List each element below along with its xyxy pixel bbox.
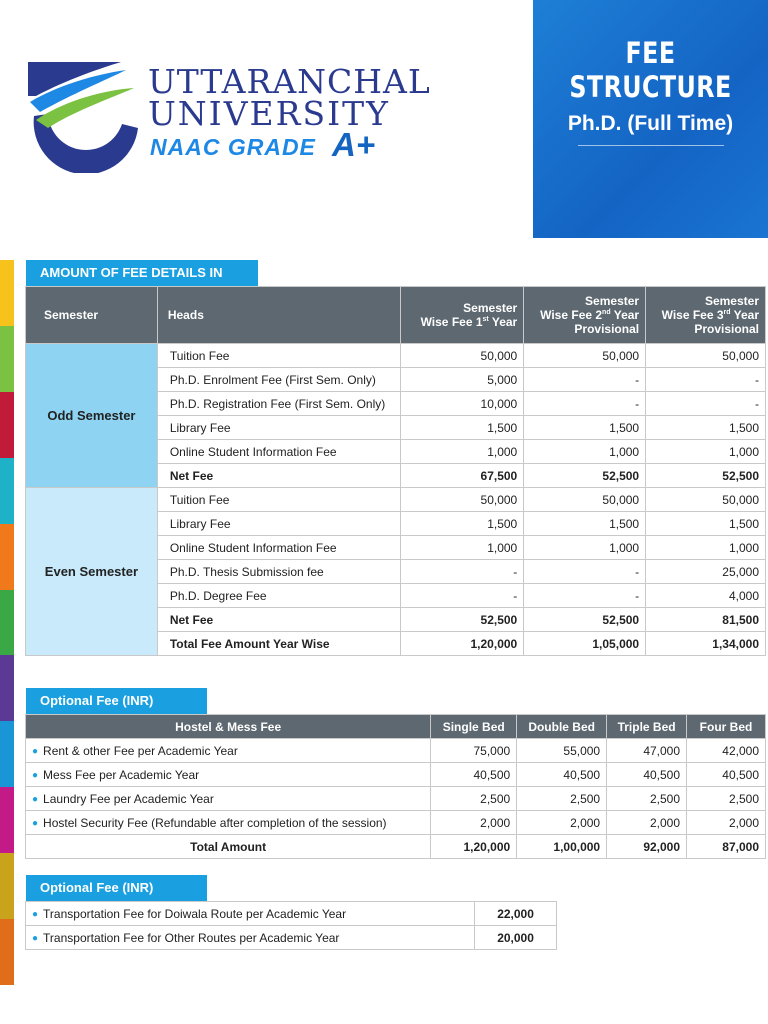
table-row <box>26 811 766 835</box>
fee-amount: - <box>401 560 524 584</box>
table-row <box>26 739 766 763</box>
color-stripe <box>0 260 14 326</box>
fee-amount: 1,500 <box>401 512 524 536</box>
fee-amount: - <box>646 368 766 392</box>
transport-optional-tab: Optional Fee (INR) <box>26 875 207 901</box>
hostel-total-amount: 1,20,000 <box>431 835 517 859</box>
hostel-amount: 40,500 <box>607 763 687 787</box>
odd-semester-label: Odd Semester <box>26 344 158 488</box>
color-stripe <box>0 458 14 524</box>
fee-amount: 1,05,000 <box>524 632 646 656</box>
hostel-fee-item: ● Rent & other Fee per Academic Year <box>26 739 431 763</box>
fee-amount: 52,500 <box>524 608 646 632</box>
fee-amount: 1,500 <box>524 512 646 536</box>
table-row <box>26 488 766 512</box>
fee-amount: - <box>524 392 646 416</box>
fee-amount: 1,000 <box>524 440 646 464</box>
page-subtitle: Ph.D. (Full Time) <box>567 112 734 135</box>
fee-head: Library Fee <box>157 416 401 440</box>
hostel-amount: 2,000 <box>607 811 687 835</box>
hostel-amount: 47,000 <box>607 739 687 763</box>
hostel-amount: 2,000 <box>431 811 517 835</box>
naac-grade-label: NAAC GRADE <box>150 134 316 160</box>
fee-amount: 50,000 <box>401 344 524 368</box>
fee-head: Tuition Fee <box>157 344 401 368</box>
fee-amount: 67,500 <box>401 464 524 488</box>
fee-amount: 50,000 <box>524 344 646 368</box>
hostel-fee-item: ● Hostel Security Fee (Refundable after completion of the session) <box>26 811 431 835</box>
table-row <box>26 902 557 926</box>
fee-amount: 10,000 <box>401 392 524 416</box>
fee-amount: 81,500 <box>646 608 766 632</box>
hostel-fee-item: ● Mess Fee per Academic Year <box>26 763 431 787</box>
color-stripe <box>0 655 14 721</box>
header-semester: Semester <box>26 287 158 344</box>
hostel-amount: 55,000 <box>517 739 607 763</box>
transport-amount: 22,000 <box>475 902 557 926</box>
header-year2: Semester Wise Fee 2nd Year Provisional <box>524 287 646 344</box>
hostel-total-amount: 92,000 <box>607 835 687 859</box>
table-row <box>26 926 557 950</box>
hostel-optional-tab: Optional Fee (INR) <box>26 688 207 714</box>
fee-amount: 52,500 <box>401 608 524 632</box>
hostel-amount: 2,500 <box>607 787 687 811</box>
hostel-fee-item: ● Laundry Fee per Academic Year <box>26 787 431 811</box>
hostel-amount: 2,000 <box>687 811 766 835</box>
hostel-amount: 40,500 <box>431 763 517 787</box>
color-stripe <box>0 787 14 853</box>
fee-amount: 1,000 <box>646 440 766 464</box>
fee-amount: - <box>646 392 766 416</box>
color-stripe <box>0 326 14 392</box>
fee-amount: 52,500 <box>524 464 646 488</box>
color-stripe <box>0 919 14 985</box>
grade-badge: A+ <box>332 126 376 163</box>
fee-amount: 1,34,000 <box>646 632 766 656</box>
fee-amount: 25,000 <box>646 560 766 584</box>
fee-amount: 4,000 <box>646 584 766 608</box>
page-title: FEE STRUCTURE <box>569 36 732 104</box>
table-row <box>26 344 766 368</box>
hostel-amount: 75,000 <box>431 739 517 763</box>
hostel-total-amount: 87,000 <box>687 835 766 859</box>
university-logo <box>26 58 431 173</box>
fee-amount: 5,000 <box>401 368 524 392</box>
header-year3: Semester Wise Fee 3rd Year Provisional <box>646 287 766 344</box>
fee-head: Ph.D. Registration Fee (First Sem. Only) <box>157 392 401 416</box>
fee-details-tab: AMOUNT OF FEE DETAILS IN <box>26 260 258 286</box>
fee-amount: 1,20,000 <box>401 632 524 656</box>
title-panel <box>533 0 768 238</box>
fee-amount: 50,000 <box>646 344 766 368</box>
fee-head: Ph.D. Thesis Submission fee <box>157 560 401 584</box>
color-stripe <box>0 590 14 656</box>
color-stripe <box>0 721 14 787</box>
fee-head: Library Fee <box>157 512 401 536</box>
fee-amount: - <box>524 560 646 584</box>
transport-fee-table <box>25 901 557 950</box>
fee-amount: 1,500 <box>646 416 766 440</box>
hostel-amount: 2,500 <box>517 787 607 811</box>
fee-head: Net Fee <box>157 464 401 488</box>
fee-amount: 1,000 <box>401 536 524 560</box>
color-stripe <box>0 524 14 590</box>
university-name-line1: UTTARANCHAL <box>148 62 431 101</box>
fee-amount: - <box>401 584 524 608</box>
table-row <box>26 787 766 811</box>
fee-amount: - <box>524 584 646 608</box>
hostel-amount: 40,500 <box>687 763 766 787</box>
color-stripe <box>0 853 14 919</box>
logo-swoosh-icon <box>26 58 146 173</box>
fee-amount: 50,000 <box>646 488 766 512</box>
fee-amount: 50,000 <box>401 488 524 512</box>
hostel-header: Double Bed <box>517 715 607 739</box>
fee-amount: 1,500 <box>646 512 766 536</box>
hostel-amount: 2,000 <box>517 811 607 835</box>
hostel-amount: 2,500 <box>687 787 766 811</box>
hostel-header: Hostel & Mess Fee <box>26 715 431 739</box>
color-stripe <box>0 392 14 458</box>
header-year1: Semester Wise Fee 1st Year <box>401 287 524 344</box>
header-heads: Heads <box>157 287 401 344</box>
hostel-total-amount: 1,00,000 <box>517 835 607 859</box>
transport-fee-item: ● Transportation Fee for Doiwala Route per Academic Year <box>26 902 475 926</box>
fee-amount: 1,000 <box>524 536 646 560</box>
fee-amount: 1,500 <box>401 416 524 440</box>
fee-amount: - <box>524 368 646 392</box>
fee-amount: 1,000 <box>646 536 766 560</box>
fee-head: Online Student Information Fee <box>157 440 401 464</box>
hostel-amount: 40,500 <box>517 763 607 787</box>
fee-amount: 1,500 <box>524 416 646 440</box>
total-row <box>26 835 766 859</box>
university-name-line2: UNIVERSITY <box>148 94 390 133</box>
even-semester-label: Even Semester <box>26 488 158 656</box>
hostel-total-label: Total Amount <box>26 835 431 859</box>
transport-fee-item: ● Transportation Fee for Other Routes per Academic Year <box>26 926 475 950</box>
fee-amount: 1,000 <box>401 440 524 464</box>
title-divider <box>578 145 724 146</box>
fee-head: Ph.D. Degree Fee <box>157 584 401 608</box>
table-row <box>26 763 766 787</box>
hostel-header: Single Bed <box>431 715 517 739</box>
hostel-header: Four Bed <box>687 715 766 739</box>
hostel-amount: 42,000 <box>687 739 766 763</box>
fee-table <box>25 286 766 656</box>
fee-amount: 50,000 <box>524 488 646 512</box>
hostel-fee-table <box>25 714 766 859</box>
fee-amount: 52,500 <box>646 464 766 488</box>
fee-head: Online Student Information Fee <box>157 536 401 560</box>
fee-head: Net Fee <box>157 608 401 632</box>
fee-head: Tuition Fee <box>157 488 401 512</box>
hostel-amount: 2,500 <box>431 787 517 811</box>
fee-head: Ph.D. Enrolment Fee (First Sem. Only) <box>157 368 401 392</box>
hostel-header: Triple Bed <box>607 715 687 739</box>
fee-head: Total Fee Amount Year Wise <box>157 632 401 656</box>
transport-amount: 20,000 <box>475 926 557 950</box>
